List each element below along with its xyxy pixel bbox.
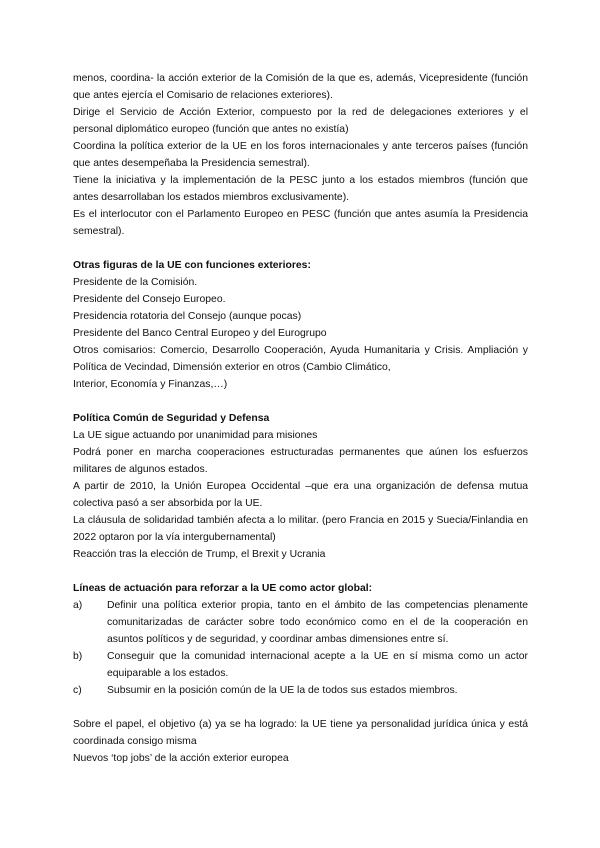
list-item [73,682,528,699]
list-item-label: c) [73,685,82,696]
spacer [73,240,528,257]
otras-line-5: Otros comisarios: Comercio, Desarrollo Cooperación, Ayuda Humanitaria y Crisis. Ampliación y Política de Vecindad, Dimensión exterior en otros (Cambio Climático, [73,345,528,373]
pcsd-line-2: Podrá poner en marcha cooperaciones estructuradas permanentes que aúnen los esfuerzos militares de algunos estados. [73,447,528,475]
otras-line-3: Presidencia rotatoria del Consejo (aunque pocas) [73,311,302,322]
closing-paragraph-1: Sobre el papel, el objetivo (a) ya se ha logrado: la UE tiene ya personalidad jurídica única y está coordinada consigo misma [73,719,528,747]
list-item-text: Conseguir que la comunidad internacional acepte a la UE en sí misma como un actor equiparable a los estados. [107,651,528,679]
intro-paragraph-2: Dirige el Servicio de Acción Exterior, compuesto por la red de delegaciones exteriores y el personal diplomático europeo (función que antes no existía) [73,107,528,135]
otras-line-6: Interior, Economía y Finanzas,…) [73,379,228,390]
lineas-heading: Líneas de actuación para reforzar a la UE como actor global: [73,583,373,594]
intro-paragraph-3: Coordina la política exterior de la UE en los foros internacionales y ante terceros países (función que antes desempeñaba la Presidencia semestral). [73,141,528,169]
intro-paragraph-1: menos, coordina- la acción exterior de la Comisión de la que es, además, Vicepresidente (función que antes ejercía el Comisario de relaciones exteriores). [73,73,528,101]
pcsd-line-5: Reacción tras la elección de Trump, el Brexit y Ucrania [73,549,326,560]
otras-line-4: Presidente del Banco Central Europeo y del Eurogrupo [73,328,327,339]
spacer [73,563,528,580]
pcsd-line-3: A partir de 2010, la Unión Europea Occidental –que era una organización de defensa mutua colectiva pasó a ser absorbida por la UE. [73,481,528,509]
closing-paragraph-2: Nuevos ‘top jobs’ de la acción exterior europea [73,753,289,764]
pcsd-line-4: La cláusula de solidaridad también afecta a lo militar. (pero Francia en 2015 y Suecia/Finlandia en 2022 optaron por la vía intergubernamental) [73,515,528,543]
pcsd-line-1: La UE sigue actuando por unanimidad para misiones [73,430,318,441]
otras-figuras-heading: Otras figuras de la UE con funciones exteriores: [73,260,311,271]
list-item-text: Definir una política exterior propia, tanto en el ámbito de las competencias plenamente comunitarizadas de carácter sobre todo económico como en el de la cooperación en asuntos políticos y de seguridad, y coordinar ambas dimensiones entre sí. [107,600,528,645]
otras-line-2: Presidente del Consejo Europeo. [73,294,226,305]
list-item [73,597,528,648]
document-page [73,70,528,767]
list-item-text: Subsumir en la posición común de la UE la de todos sus estados miembros. [107,685,458,696]
intro-paragraph-5: Es el interlocutor con el Parlamento Europeo en PESC (función que antes asumía la Presidencia semestral). [73,209,528,237]
list-item-label: a) [73,600,83,611]
spacer [73,393,528,410]
otras-line-1: Presidente de la Comisión. [73,277,198,288]
intro-paragraph-4: Tiene la iniciativa y la implementación de la PESC junto a los estados miembros (función que antes desarrollaban los estados miembros exclusivamente). [73,175,528,203]
list-item-label: b) [73,651,83,662]
spacer [73,699,528,716]
list-item [73,648,528,682]
pcsd-heading: Política Común de Seguridad y Defensa [73,413,270,424]
